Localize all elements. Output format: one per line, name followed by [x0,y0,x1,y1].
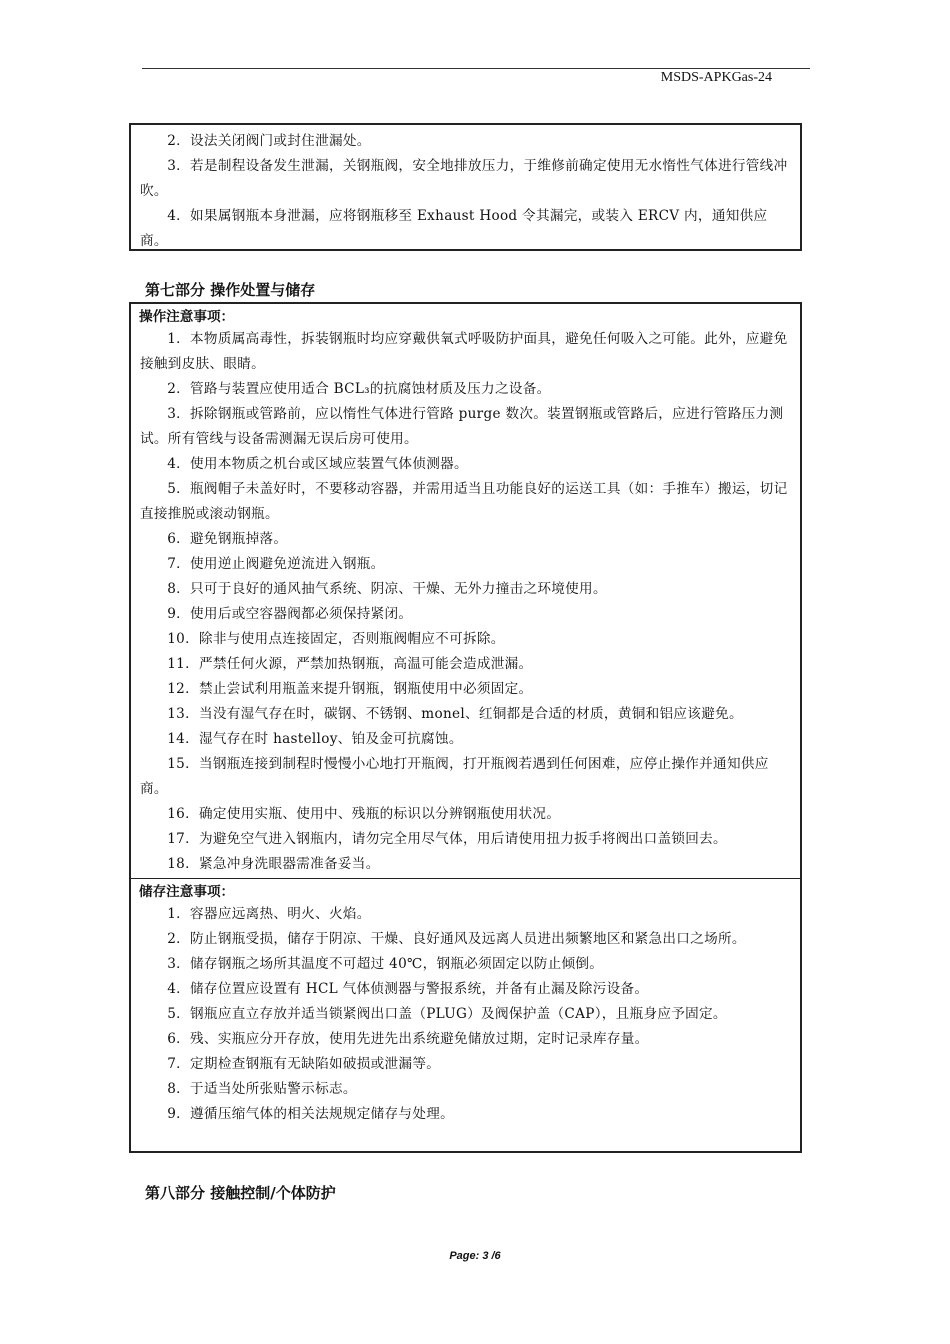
list-item: 2．管路与装置应使用适合 BCL₃的抗腐蚀材质及压力之设备。 [167,381,551,397]
list-item: 2．防止钢瓶受损，储存于阴凉、干燥、良好通风及远离人员进出频繁地区和紧急出口之场所。 [167,931,746,947]
operation-notes [131,304,800,879]
list-item: 6．避免钢瓶掉落。 [167,531,288,547]
paragraph: 4．如果属钢瓶本身泄漏，应将钢瓶移至 Exhaust Hood 令其漏完，或装入 ERCV 内，通知供应商。 [140,208,768,249]
list-item: 15．当钢瓶连接到制程时慢慢小心地打开瓶阀，打开瓶阀若遇到任何困难，应停止操作并通知供应商。 [140,756,769,797]
list-item: 12．禁止尝试利用瓶盖来提升钢瓶，钢瓶使用中必须固定。 [167,681,533,697]
list-item: 16．确定使用实瓶、使用中、残瓶的标识以分辨钢瓶使用状况。 [167,806,561,822]
section-7-title: 第七部分 操作处置与储存 [145,281,316,299]
leak-handling-continued-box [129,123,802,251]
list-item: 9．遵循压缩气体的相关法规规定储存与处理。 [167,1106,455,1122]
list-item: 10．除非与使用点连接固定，否则瓶阀帽应不可拆除。 [167,631,505,647]
paragraph: 3．若是制程设备发生泄漏，关钢瓶阀，安全地排放压力，于维修前确定使用无水惰性气体进行管线冲吹。 [140,158,788,199]
list-item: 8．于适当处所张贴警示标志。 [167,1081,357,1097]
list-item: 7．使用逆止阀避免逆流进入钢瓶。 [167,556,385,572]
list-item: 5．钢瓶应直立存放并适当锁紧阀出口盖（PLUG）及阀保护盖（CAP），且瓶身应予固定。 [167,1006,727,1022]
list-item: 18．紧急冲身洗眼器需准备妥当。 [167,856,380,872]
list-item: 13．当没有湿气存在时，碳钢、不锈钢、monel、红铜都是合适的材质，黄铜和铝应该避免。 [167,706,743,722]
list-item: 11．严禁任何火源，严禁加热钢瓶，高温可能会造成泄漏。 [167,656,533,672]
list-item: 1．容器应远离热、明火、火焰。 [167,906,371,922]
list-item: 4．储存位置应设置有 HCL 气体侦测器与警报系统，并备有止漏及除污设备。 [167,981,649,997]
header-rule [142,68,810,69]
list-item: 4．使用本物质之机台或区域应装置气体侦测器。 [167,456,468,472]
document-code: MSDS-APKGas-24 [660,70,772,85]
section-8-title: 第八部分 接触控制/个体防护 [145,1184,336,1202]
list-item: 8．只可于良好的通风抽气系统、阴凉、干燥、无外力撞击之环境使用。 [167,581,607,597]
handling-storage-box [129,302,802,1153]
storage-notes [131,879,800,1151]
list-item: 5．瓶阀帽子未盖好时，不要移动容器，并需用适当且功能良好的运送工具（如：手推车）搬运，切记直接推脱或滚动钢瓶。 [140,481,788,522]
list-item: 7．定期检查钢瓶有无缺陷如破损或泄漏等。 [167,1056,441,1072]
list-item: 1．本物质属高毒性，拆装钢瓶时均应穿戴供氧式呼吸防护面具，避免任何吸入之可能。此外，应避免接触到皮肤、眼睛。 [140,331,788,372]
list-item: 3．拆除钢瓶或管路前，应以惰性气体进行管路 purge 数次。装置钢瓶或管路后，应进行管路压力测试。所有管线与设备需测漏无误后房可使用。 [140,406,784,447]
list-item: 6．残、实瓶应分开存放，使用先进先出系统避免储放过期，定时记录库存量。 [167,1031,649,1047]
storage-notes-title: 储存注意事项： [139,884,235,900]
list-item: 3．储存钢瓶之场所其温度不可超过 40℃，钢瓶必须固定以防止倾倒。 [167,956,604,972]
page-number: Page: 3 /6 [449,1250,501,1262]
list-item: 17．为避免空气进入钢瓶内，请勿完全用尽气体，用后请使用扭力扳手将阀出口盖锁回去。 [167,831,727,847]
list-item: 14．湿气存在时 hastelloy、铂及金可抗腐蚀。 [167,731,463,747]
list-item: 9．使用后或空容器阀都必须保持紧闭。 [167,606,413,622]
paragraph: 2．设法关闭阀门或封住泄漏处。 [167,133,371,149]
operation-notes-title: 操作注意事项： [139,309,235,325]
